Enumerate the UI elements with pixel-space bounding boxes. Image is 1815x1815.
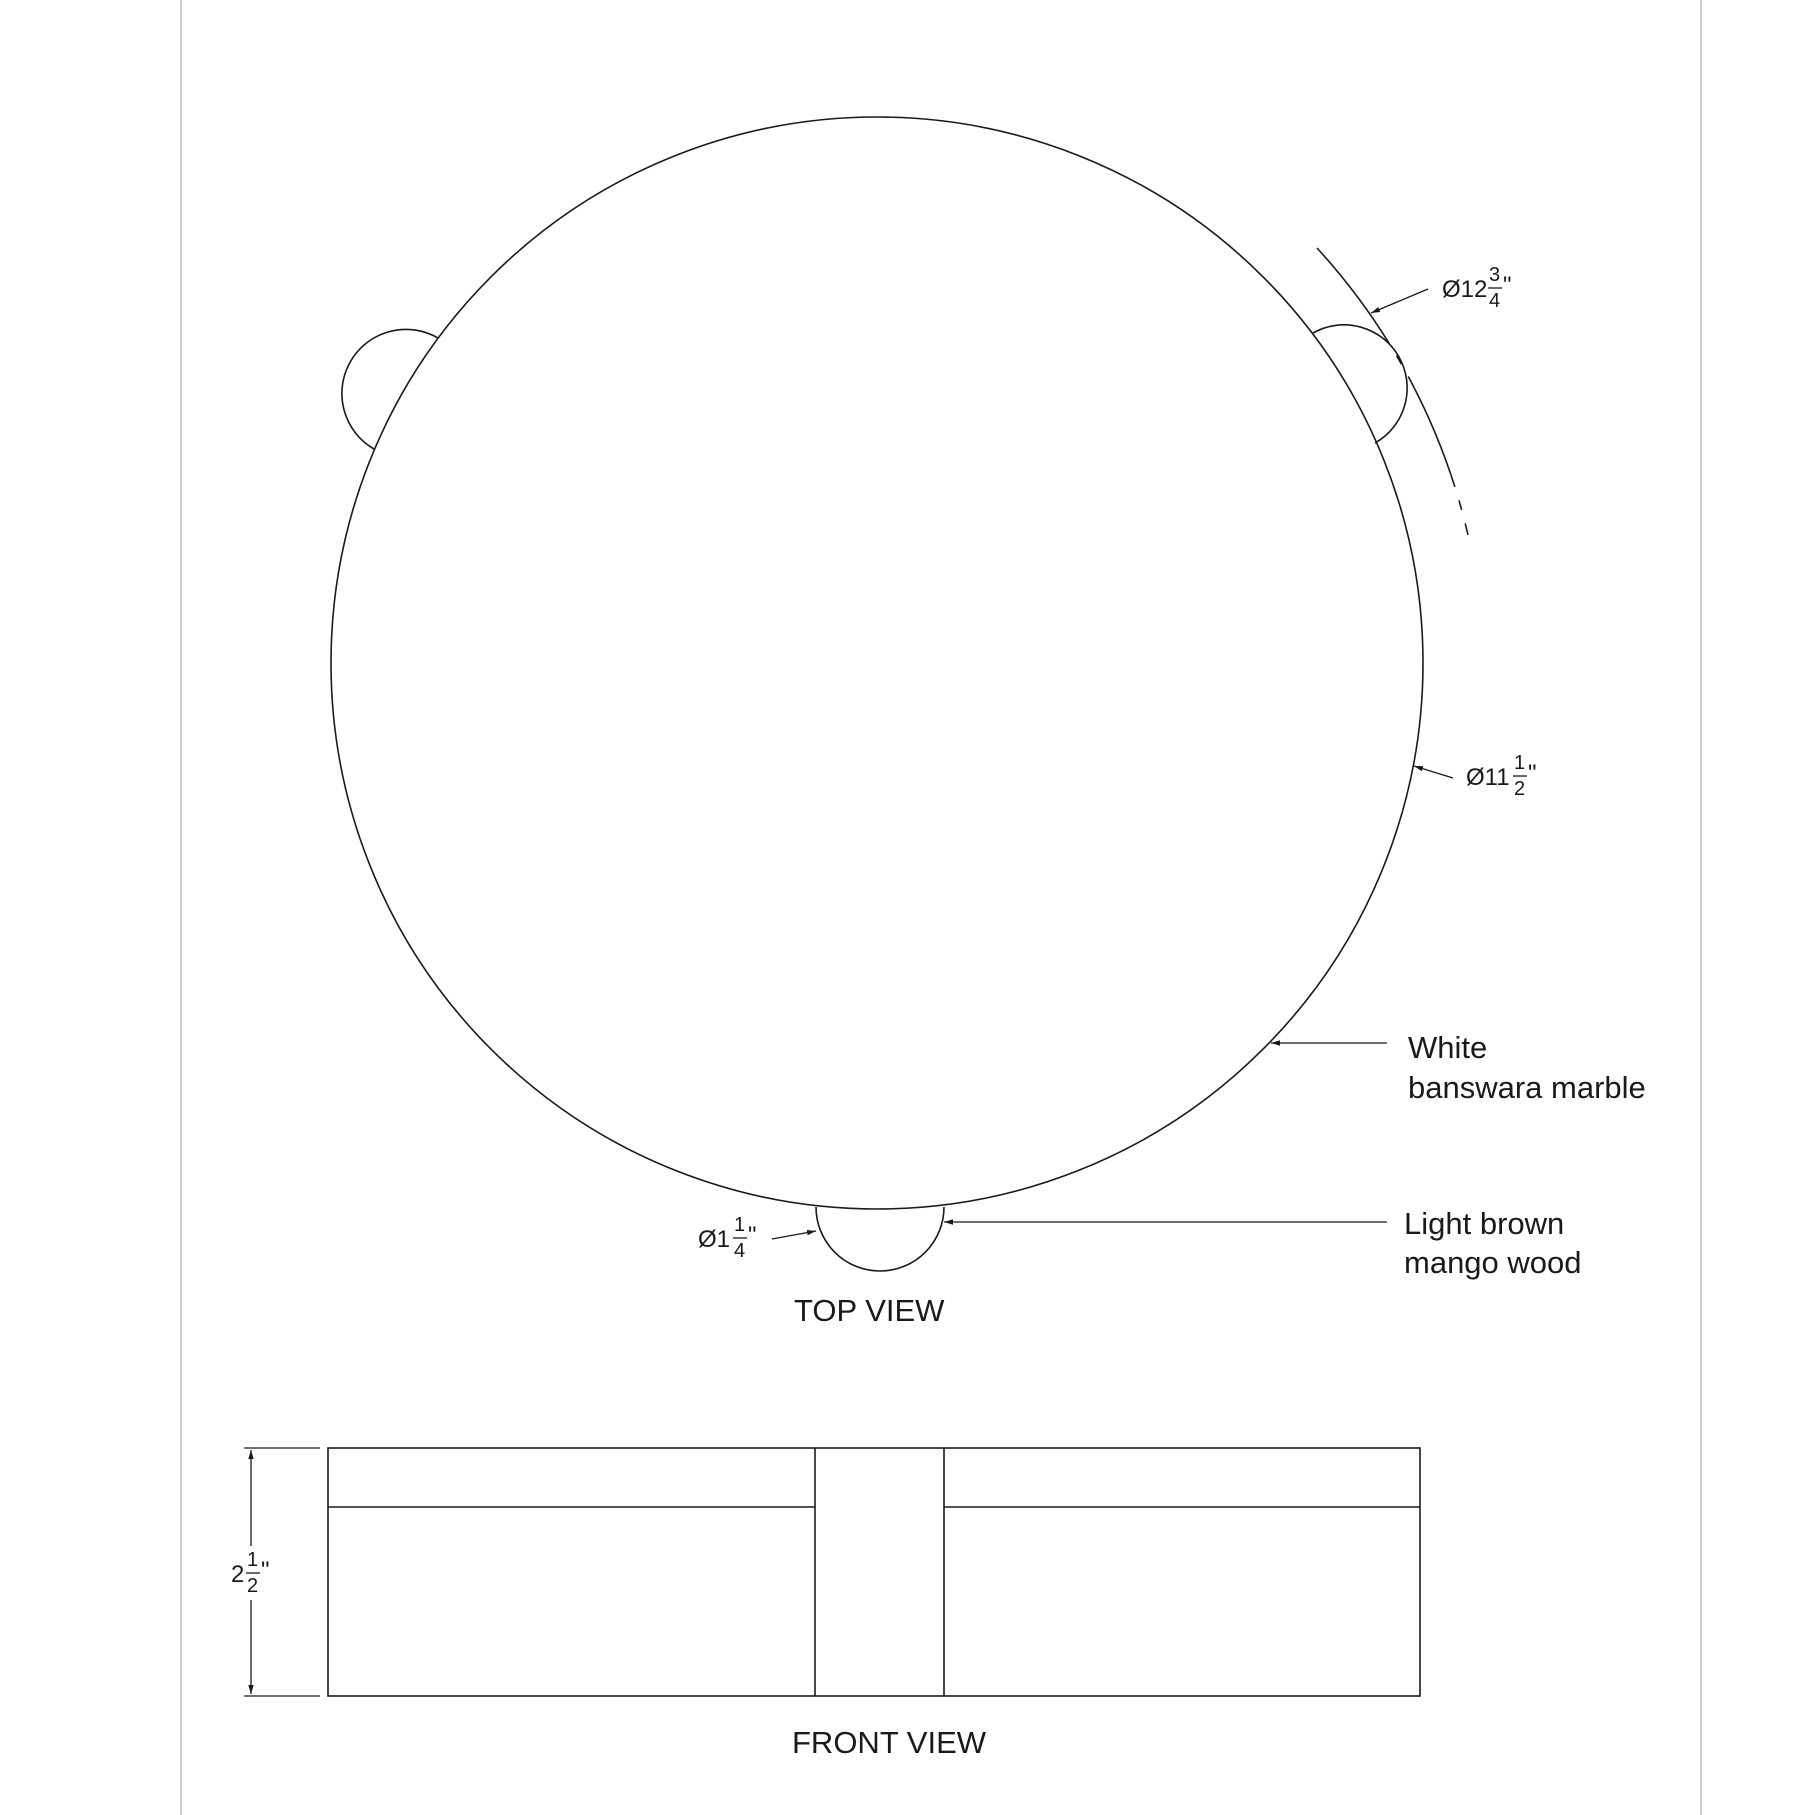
height-dimension xyxy=(231,1549,270,1597)
top-diameter-unit: " xyxy=(1528,760,1537,787)
top-diameter-num: 1 xyxy=(1514,752,1526,774)
outer-diameter-num: 3 xyxy=(1489,264,1501,286)
front-view xyxy=(231,1448,1420,1760)
top-view-title: TOP VIEW xyxy=(794,1293,945,1328)
marble-label-line1: White xyxy=(1408,1030,1488,1065)
outer-diameter-dimension xyxy=(1442,264,1512,312)
leg-circle-left xyxy=(342,329,438,449)
height-symbol: 2 xyxy=(231,1561,245,1588)
height-num: 1 xyxy=(247,1549,259,1571)
outer-diameter-leader xyxy=(1371,289,1428,313)
height-unit: " xyxy=(261,1557,270,1584)
outer-diameter-den: 4 xyxy=(1489,290,1501,312)
height-den: 2 xyxy=(247,1575,259,1597)
top-diameter-dimension xyxy=(1466,752,1537,800)
leg-diameter-symbol: Ø1 xyxy=(698,1226,731,1253)
front-view-title: FRONT VIEW xyxy=(792,1725,987,1760)
leg-diameter-unit: " xyxy=(748,1222,757,1249)
top-diameter-leader xyxy=(1414,766,1453,778)
marble-label-line2: banswara marble xyxy=(1408,1070,1646,1105)
outer-diameter-symbol: Ø12 xyxy=(1442,276,1488,303)
leg-circle-right xyxy=(1313,325,1407,443)
wood-label-line2: mango wood xyxy=(1404,1245,1582,1280)
leg-diameter-leader xyxy=(772,1231,816,1239)
tabletop-circle xyxy=(331,117,1423,1209)
front-view-outline xyxy=(328,1448,1420,1696)
top-view xyxy=(331,117,1646,1328)
leg-diameter-den: 4 xyxy=(734,1240,746,1262)
leg-circle-bottom xyxy=(816,1207,944,1271)
outer-diameter-unit: " xyxy=(1503,272,1512,299)
top-diameter-den: 2 xyxy=(1514,778,1526,800)
leg-diameter-num: 1 xyxy=(734,1214,746,1236)
wood-label-line1: Light brown xyxy=(1404,1206,1565,1241)
top-diameter-symbol: Ø11 xyxy=(1466,764,1510,791)
leg-diameter-dimension xyxy=(698,1214,757,1262)
